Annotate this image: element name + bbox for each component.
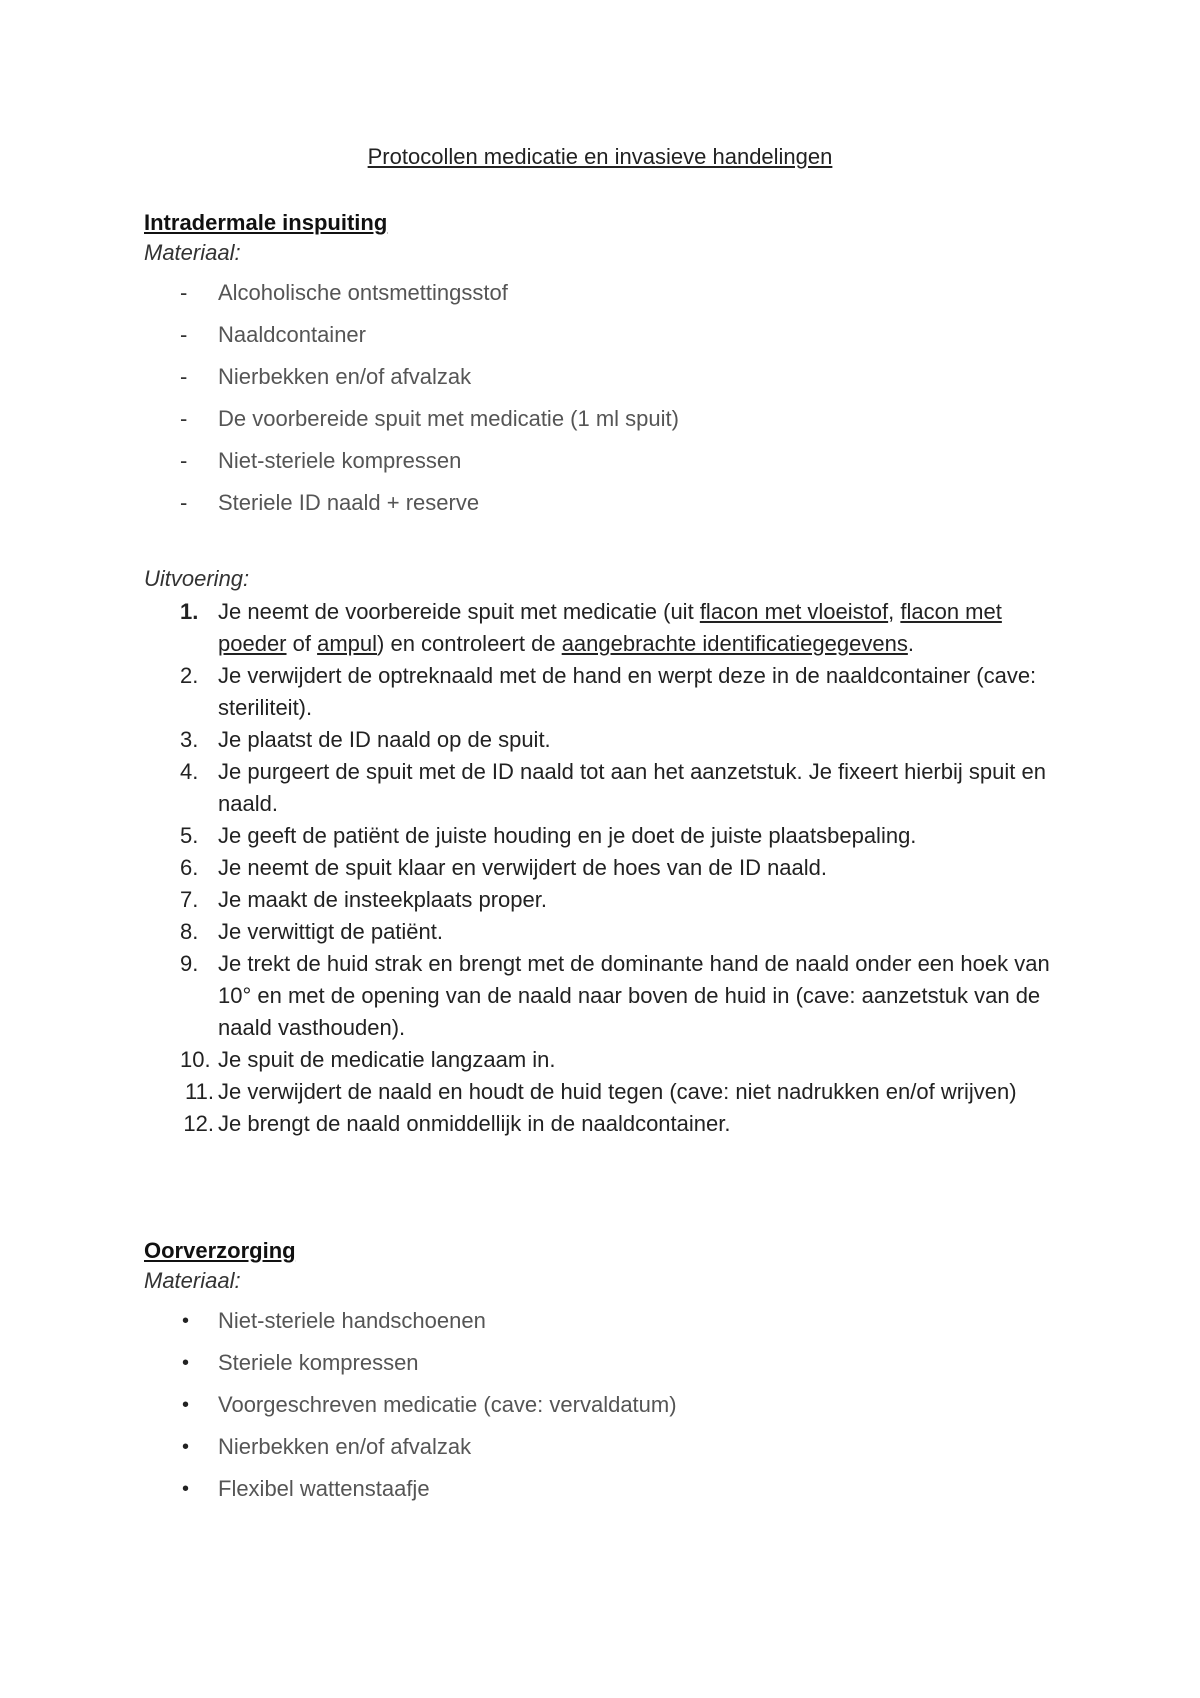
bullet-marker: • <box>182 1436 190 1458</box>
materials-list <box>144 272 1064 524</box>
step-item: 3. Je plaatst de ID naald op de spuit. <box>180 727 551 752</box>
document-title: Protocollen medicatie en invasieve handelingen <box>367 144 833 169</box>
materials-label: Materiaal: <box>144 240 241 265</box>
section-oorverzorging <box>144 1236 1064 1510</box>
step-item: 11. Je verwijdert de naald en houdt de huid tegen (cave: niet nadrukken en/of wrijven) <box>185 1079 1017 1104</box>
bullet-marker: • <box>182 1352 190 1374</box>
step-item: 12. Je brengt de naald onmiddellijk in de naaldcontainer. <box>183 1111 731 1136</box>
execution-steps <box>144 596 1064 1140</box>
list-item: - Niet-steriele kompressen <box>144 440 1064 482</box>
dash-marker: - <box>180 448 188 473</box>
list-item: - Steriele ID naald + reserve <box>144 482 1064 524</box>
section-heading: Oorverzorging <box>144 1238 296 1263</box>
list-item: • Flexibel wattenstaafje <box>144 1468 1064 1510</box>
step-item: 8. Je verwittigt de patiënt. <box>180 919 444 944</box>
list-item: - Naaldcontainer <box>144 314 1064 356</box>
list-item: - Nierbekken en/of afvalzak <box>144 356 1064 398</box>
step-item: 6. Je neemt de spuit klaar en verwijdert de hoes van de ID naald. <box>180 855 828 880</box>
step-item: 9. Je trekt de huid strak en brengt met de dominante hand de naald onder een hoek van 10° en met de opening van de naald naar boven de huid in (cave: aanzetstuk van de naald vasthouden). <box>180 951 1050 1040</box>
link-flacon-met-vloeistof[interactable]: flacon met vloeistof <box>699 599 889 624</box>
section-heading: Intradermale inspuiting <box>144 210 388 235</box>
dash-marker: - <box>180 322 188 347</box>
link-identificatiegegevens[interactable]: aangebrachte identificatiegegevens <box>561 631 908 656</box>
section-intradermale-inspuiting <box>144 208 1064 1140</box>
dash-marker: - <box>180 364 188 389</box>
step-item: 5. Je geeft de patiënt de juiste houding en je doet de juiste plaatsbepaling. <box>180 823 917 848</box>
list-item: - De voorbereide spuit met medicatie (1 ml spuit) <box>144 398 1064 440</box>
list-item: - Alcoholische ontsmettingsstof <box>144 272 1064 314</box>
bullet-marker: • <box>182 1310 190 1332</box>
bullet-marker: • <box>182 1394 190 1416</box>
list-item: • Nierbekken en/of afvalzak <box>144 1426 1064 1468</box>
link-flacon-met-poeder[interactable]: flacon met poeder <box>218 599 1002 656</box>
execution-label: Uitvoering: <box>144 566 250 591</box>
list-item: • Steriele kompressen <box>144 1342 1064 1384</box>
bullet-marker: • <box>182 1478 190 1500</box>
dash-marker: - <box>180 280 188 305</box>
list-item: • Niet-steriele handschoenen <box>144 1300 1064 1342</box>
step-item: 7. Je maakt de insteekplaats proper. <box>180 887 547 912</box>
materials-list <box>144 1300 1064 1510</box>
link-ampul[interactable]: ampul <box>317 631 378 656</box>
dash-marker: - <box>180 490 188 515</box>
list-item: • Voorgeschreven medicatie (cave: vervaldatum) <box>144 1384 1064 1426</box>
materials-label: Materiaal: <box>144 1268 241 1293</box>
step-item: 2. Je verwijdert de optreknaald met de hand en werpt deze in de naaldcontainer (cave: steriliteit). <box>180 663 1037 720</box>
step-item: 1. Je neemt de voorbereide spuit met medicatie (uit flacon met vloeistof, flacon met poeder of ampul) en controleert de aangebrachte identificatiegegevens. <box>180 599 1002 656</box>
dash-marker: - <box>180 406 188 431</box>
step-item: 4. Je purgeert de spuit met de ID naald tot aan het aanzetstuk. Je fixeert hierbij spuit en naald. <box>180 759 1046 816</box>
step-item: 10. Je spuit de medicatie langzaam in. <box>180 1047 556 1072</box>
